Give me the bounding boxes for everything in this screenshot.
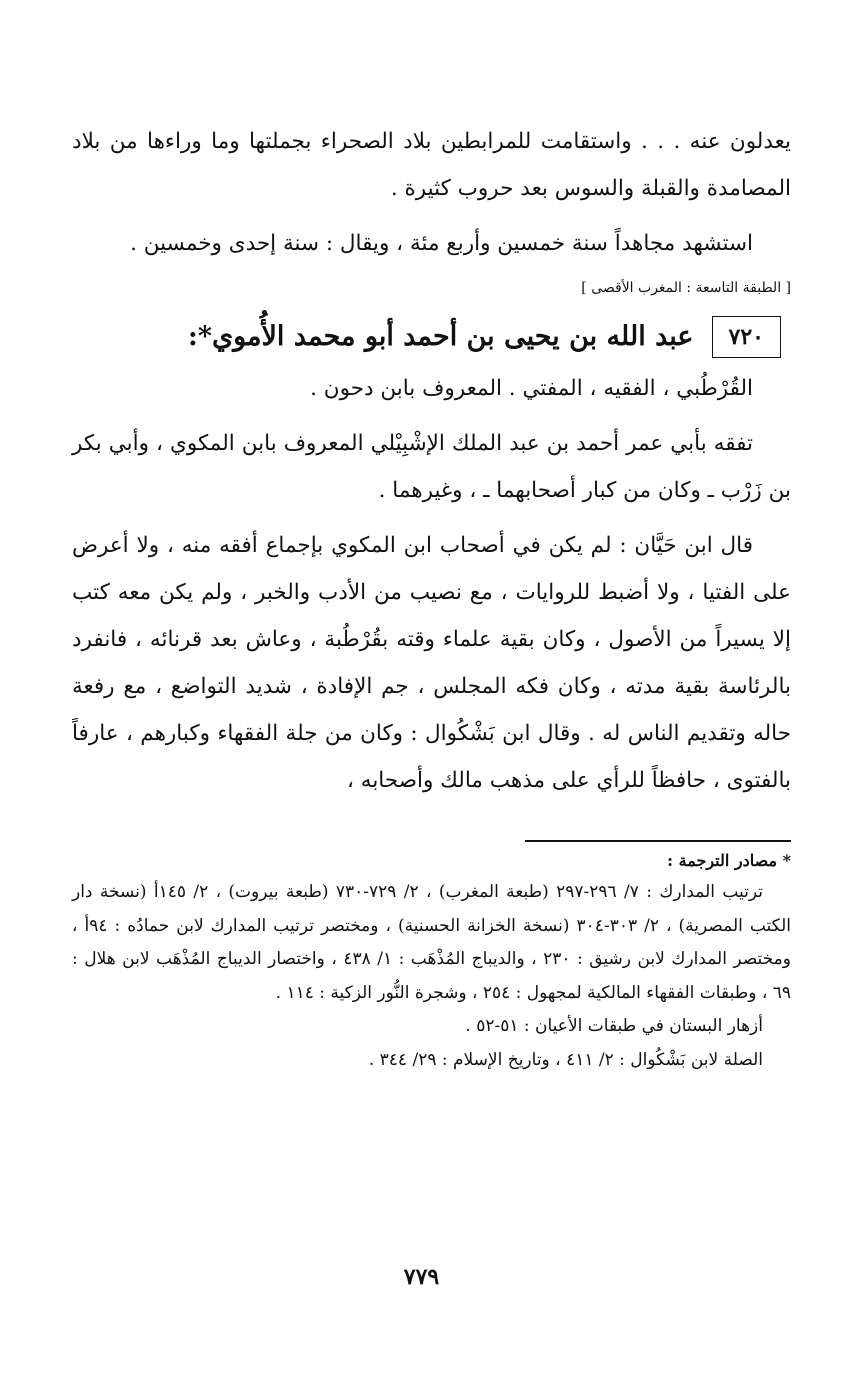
tabaqa-tag: [ الطبقة التاسعة : المغرب الأقصى ]	[581, 280, 791, 296]
entry-number: ٧٢٠	[712, 316, 781, 358]
paragraph-top: يعدلون عنه . . . واستقامت للمرابطين بلاد الصحراء بجملتها وما وراءها من بلاد المصامدة والقبلة والسوس بعد حروب كثيرة .	[72, 129, 791, 201]
page-body	[72, 118, 791, 1379]
footnote-heading: * مصادر الترجمة :	[667, 851, 791, 870]
entry-title: عبد الله بن يحيى بن أحمد أبو محمد الأُموي*:	[187, 321, 694, 352]
page-number: ٧٧٩	[403, 1264, 440, 1290]
entry-heading	[72, 315, 791, 359]
paragraph-tafaqqah: تفقه بأبي عمر أحمد بن عبد الملك الإشْبِيْلي المعروف بابن المكوي ، وأبي بكر بن زَرْب ـ وكان من كبار أصحابهما ـ ، وغيرهما .	[72, 431, 791, 503]
paragraph-martyrdom: استشهد مجاهداً سنة خمسين وأربع مئة ، ويقال : سنة إحدى وخمسين .	[130, 231, 753, 256]
paragraph-qala: قال ابن حَيَّان : لم يكن في أصحاب ابن المكوي بإجماع أفقه منه ، ولا أعرض على الفتيا ، ولا أضبط للروايات ، مع نصيب من الأدب والخبر ، ولم يكن معه كتب إلا يسيراً من الأصول ، وكان بقية علماء وقته بقُرْطُبة ، وعاش بعد قرنائه ، فانفرد بالرئاسة بقية مدته ، وكان فكه المجلس ، جم الإفادة ، شديد التواضع ، مع رفعة حاله وتقديم الناس له . وقال ابن بَشْكُوال : وكان من جلة الفقهاء وكبارهم ، عارفاً بالفتوى ، حافظاً للرأي على مذهب مالك وأصحابه ،	[72, 533, 791, 793]
footnote-sources-2: أزهار البستان في طبقات الأعيان : ٥١-٥٢ .	[465, 1016, 763, 1036]
paragraph-nisba: القُرْطُبي ، الفقيه ، المفتي . المعروف بابن دحون .	[310, 376, 753, 401]
footnote-divider	[525, 840, 791, 842]
footnote-sources-1: ترتيب المدارك : ٧/ ٢٩٦-٢٩٧ (طبعة المغرب) ، ٢/ ٧٢٩-٧٣٠ (طبعة بيروت) ، ٢/ ١٤٥أ (نسخة دار الكتب المصرية) ، ٢/ ٣٠٣-٣٠٤ (نسخة الخزانة الحسنية) ، ومختصر ترتيب المدارك لابن حمادُه : ٩٤أ ، ومختصر المدارك لابن رشيق : ٢٣٠ ، والديباج المُذْهَب : ١/ ٤٣٨ ، واختصار الديباج المُذْهَب لابن هلال : ٦٩ ، وطبقات الفقهاء المالكية لمجهول : ٢٥٤ ، وشجرة النُّور الزكية : ١١٤ .	[72, 882, 791, 1003]
footnote-sources-3: الصلة لابن بَشْكُوال : ٢/ ٤١١ ، وتاريخ الإسلام : ٢٩/ ٣٤٤ .	[368, 1049, 763, 1070]
